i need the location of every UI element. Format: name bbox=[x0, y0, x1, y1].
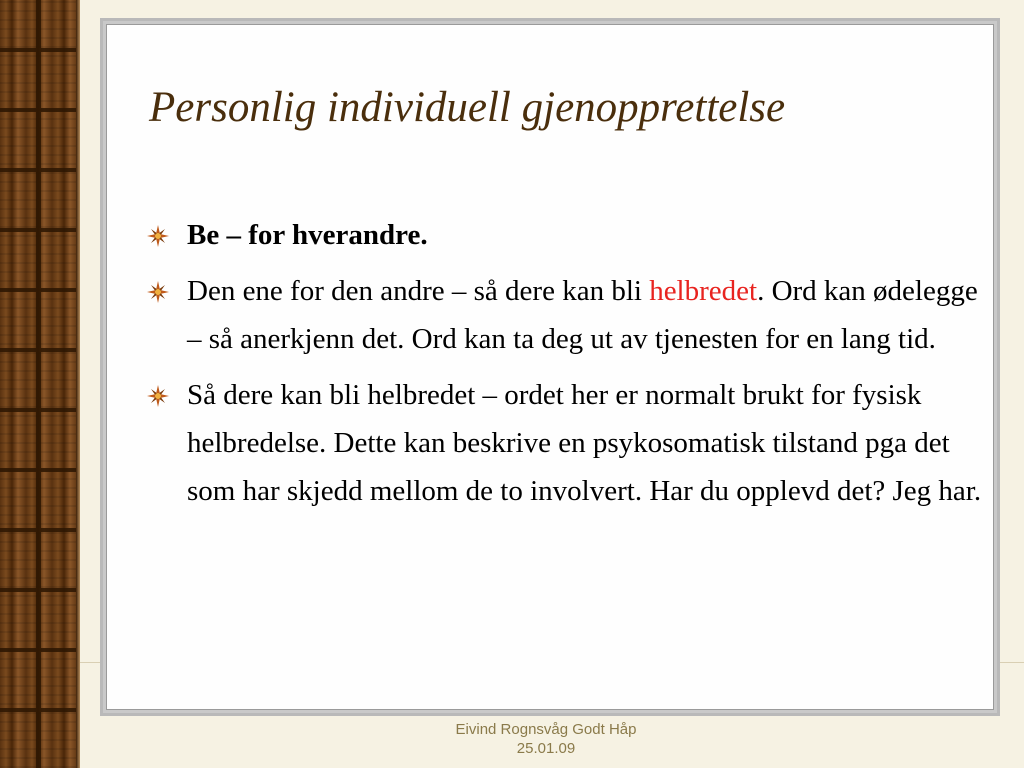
bullet-list bbox=[147, 211, 987, 523]
wood-border-edge bbox=[76, 0, 80, 768]
bullet-text: Så dere kan bli helbredet – ordet her er normalt brukt for fysisk helbredelse. Dette kan beskrive en psykosomatisk tilstand pga det som har skjedd mellom de to involvert. Har du opplevd det? Jeg har. bbox=[187, 379, 982, 507]
slide-content-area bbox=[106, 24, 994, 710]
wood-border-grid bbox=[0, 0, 78, 768]
bullet-text: Be – for hverandre. bbox=[187, 219, 428, 251]
compass-star-icon bbox=[147, 385, 169, 407]
compass-star-icon bbox=[147, 281, 169, 303]
compass-star-icon bbox=[147, 225, 169, 247]
bullet-item bbox=[147, 267, 987, 363]
bullet-text-before: Den ene for den andre – så dere kan bli bbox=[187, 275, 650, 307]
highlighted-word: helbredet bbox=[649, 275, 758, 307]
slide-title: Personlig individuell gjenopprettelse bbox=[149, 84, 786, 131]
bullet-item bbox=[147, 211, 987, 259]
slide-footer bbox=[400, 720, 692, 758]
slide-panel bbox=[100, 18, 1000, 716]
bullet-text-after: . Ord kan ødelegge – så anerkjenn det. Ord kan ta deg ut av tjenesten for en lang tid. bbox=[187, 275, 978, 355]
bullet-item bbox=[147, 371, 987, 515]
footer-author: Eivind Rognsvåg Godt Håp bbox=[455, 721, 637, 738]
footer-date: 25.01.09 bbox=[516, 740, 576, 757]
